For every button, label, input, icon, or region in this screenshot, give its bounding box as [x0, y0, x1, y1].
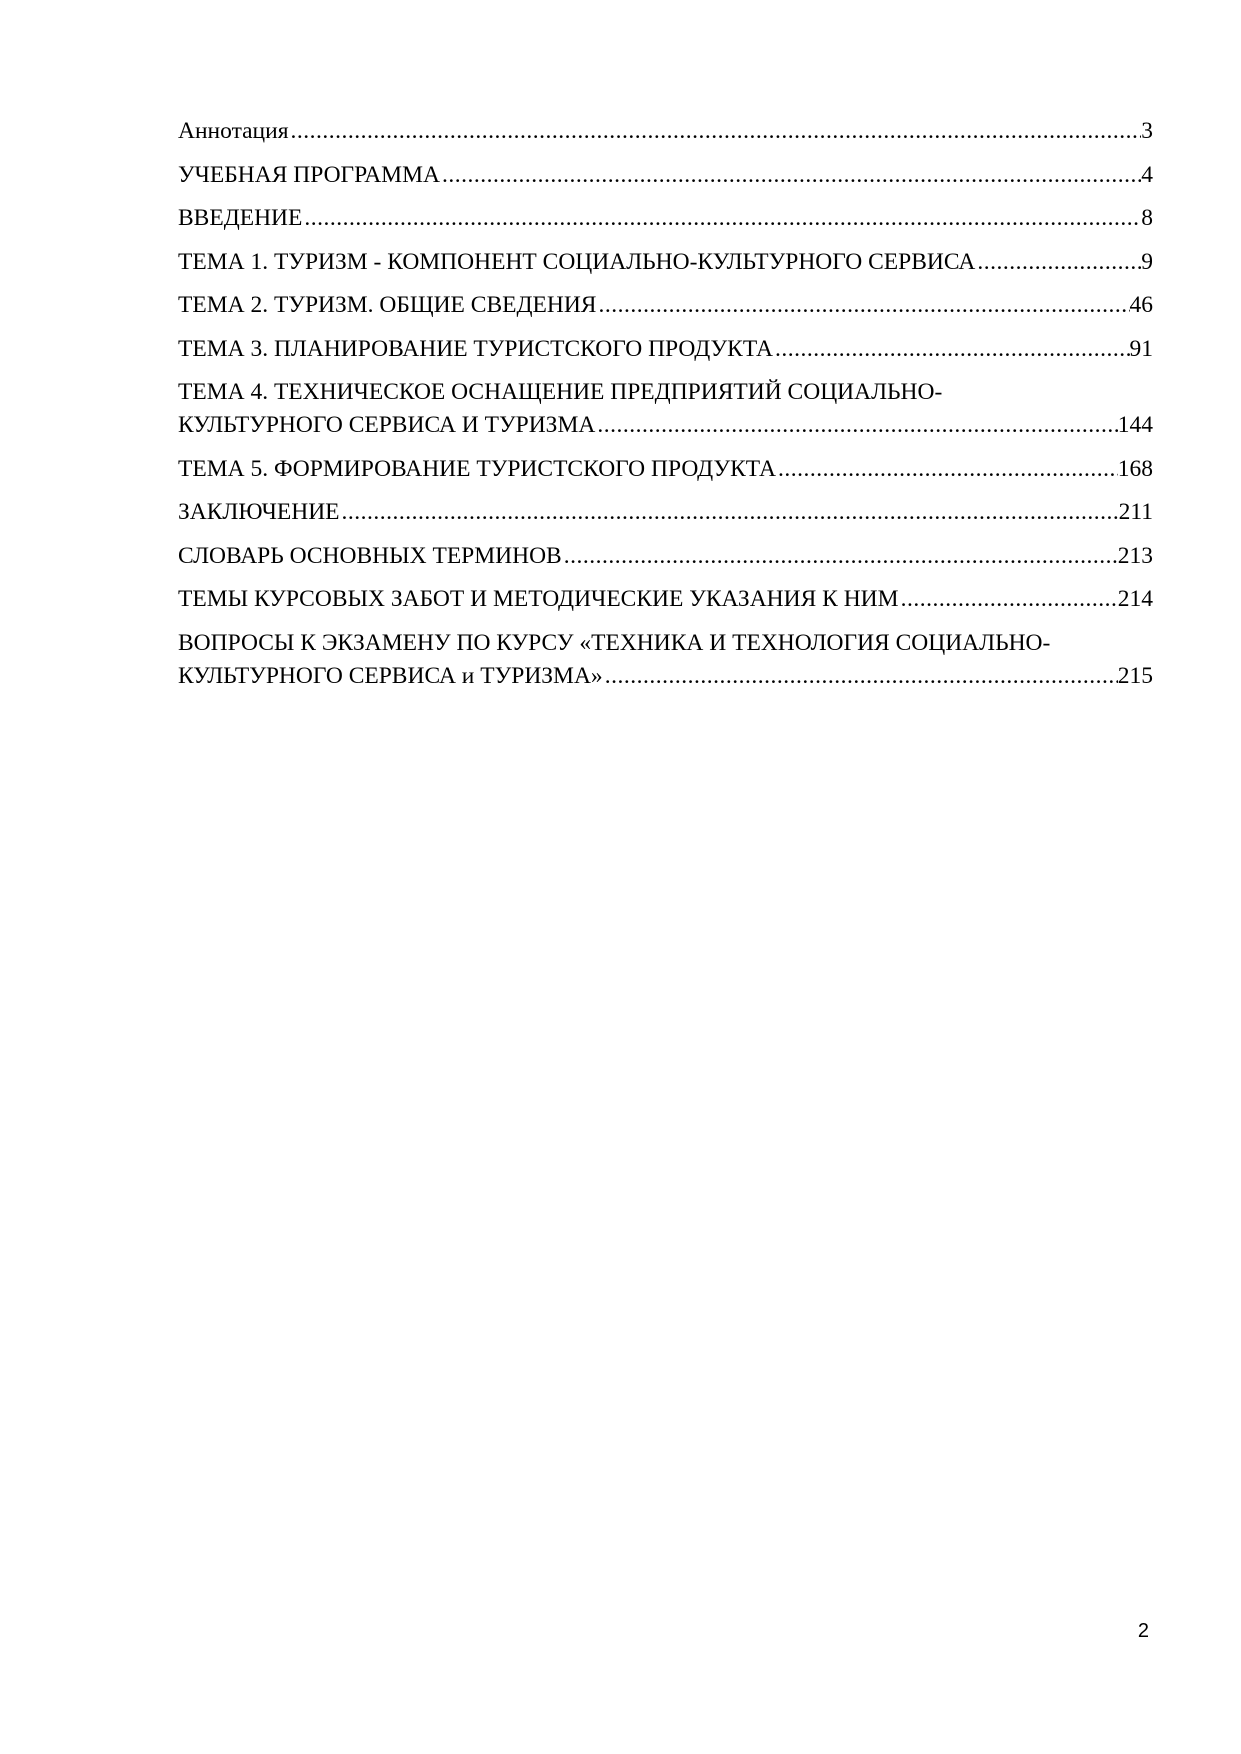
toc-entry-topic-2[interactable] — [178, 289, 1153, 322]
toc-entry-title: ВВЕДЕНИЕ — [178, 205, 303, 231]
toc-entry-title: ТЕМА 3. ПЛАНИРОВАНИЕ ТУРИСТСКОГО ПРОДУКТА — [178, 335, 773, 362]
toc-entry-title: ТЕМА 5. ФОРМИРОВАНИЕ ТУРИСТСКОГО ПРОДУКТА — [178, 455, 776, 482]
toc-line — [178, 202, 1153, 235]
toc-line — [178, 627, 1153, 660]
dot-leader — [340, 496, 1119, 529]
dot-leader — [596, 289, 1129, 322]
dot-leader — [289, 115, 1142, 148]
toc-entry-page: 168 — [1117, 455, 1153, 482]
toc-entry-introduction[interactable] — [178, 202, 1153, 235]
toc-line — [178, 496, 1153, 529]
toc-entry-title: УЧЕБНАЯ ПРОГРАММА — [178, 161, 440, 188]
dot-leader — [440, 159, 1141, 192]
toc-entry-page: 215 — [1117, 662, 1153, 689]
toc-entry-page: 91 — [1129, 335, 1153, 362]
table-of-contents — [178, 115, 1153, 703]
toc-line — [178, 409, 1153, 442]
toc-entry-coursework-topics[interactable] — [178, 583, 1153, 616]
dot-leader — [595, 409, 1117, 442]
toc-entry-title: СЛОВАРЬ ОСНОВНЫХ ТЕРМИНОВ — [178, 542, 562, 569]
dot-leader — [773, 333, 1130, 366]
toc-entry-page: 144 — [1117, 412, 1153, 438]
page-number: 2 — [1137, 1620, 1149, 1642]
toc-line — [178, 376, 1153, 409]
dot-leader — [562, 540, 1118, 573]
toc-entry-title: КУЛЬТУРНОГО СЕРВИСА и ТУРИЗМА» — [178, 662, 603, 689]
toc-entry-page: 211 — [1118, 499, 1153, 525]
toc-entry-annotation[interactable] — [178, 115, 1153, 148]
toc-line — [178, 583, 1153, 616]
dot-leader — [975, 246, 1141, 279]
toc-entry-page: 4 — [1141, 161, 1153, 188]
toc-entry-title-line-1: ВОПРОСЫ К ЭКЗАМЕНУ ПО КУРСУ «ТЕХНИКА И ТЕХНОЛОГИЯ СОЦИАЛЬНО- — [178, 629, 1051, 656]
toc-entry-page: 213 — [1117, 542, 1153, 569]
toc-line — [178, 540, 1153, 573]
toc-line — [178, 333, 1153, 366]
toc-entry-topic-5[interactable] — [178, 453, 1153, 486]
toc-entry-title: ЗАКЛЮЧЕНИЕ — [178, 499, 340, 525]
toc-entry-topic-3[interactable] — [178, 333, 1153, 366]
toc-line — [178, 289, 1153, 322]
toc-entry-title: ТЕМА 1. ТУРИЗМ - КОМПОНЕНТ СОЦИАЛЬНО-КУЛЬТУРНОГО СЕРВИСА — [178, 248, 976, 275]
toc-line — [178, 115, 1153, 148]
toc-entry-page: 46 — [1129, 292, 1153, 318]
dot-leader — [899, 583, 1118, 616]
toc-entry-title: КУЛЬТУРНОГО СЕРВИСА И ТУРИЗМА — [178, 412, 596, 438]
toc-entry-topic-4[interactable] — [178, 376, 1153, 442]
toc-entry-glossary[interactable] — [178, 540, 1153, 573]
toc-entry-page: 3 — [1141, 118, 1153, 144]
toc-entry-title: ТЕМА 2. ТУРИЗМ. ОБЩИЕ СВЕДЕНИЯ — [178, 292, 597, 318]
toc-entry-title: ТЕМЫ КУРСОВЫХ ЗАБОТ И МЕТОДИЧЕСКИЕ УКАЗАНИЯ К НИМ — [178, 586, 899, 612]
toc-entry-title-line-1: ТЕМА 4. ТЕХНИЧЕСКОЕ ОСНАЩЕНИЕ ПРЕДПРИЯТИЙ СОЦИАЛЬНО- — [178, 379, 943, 405]
dot-leader — [302, 202, 1141, 235]
toc-entry-curriculum[interactable] — [178, 159, 1153, 192]
toc-entry-exam-questions[interactable] — [178, 627, 1153, 693]
toc-entry-conclusion[interactable] — [178, 496, 1153, 529]
toc-entry-page: 8 — [1141, 205, 1153, 231]
dot-leader — [776, 453, 1118, 486]
toc-entry-page: 214 — [1117, 586, 1153, 612]
toc-entry-topic-1[interactable] — [178, 246, 1153, 279]
dot-leader — [603, 660, 1118, 693]
toc-line — [178, 246, 1153, 279]
toc-line — [178, 660, 1153, 693]
toc-entry-page: 9 — [1141, 248, 1153, 275]
toc-entry-title: Аннотация — [178, 118, 289, 144]
toc-line — [178, 453, 1153, 486]
toc-line — [178, 159, 1153, 192]
